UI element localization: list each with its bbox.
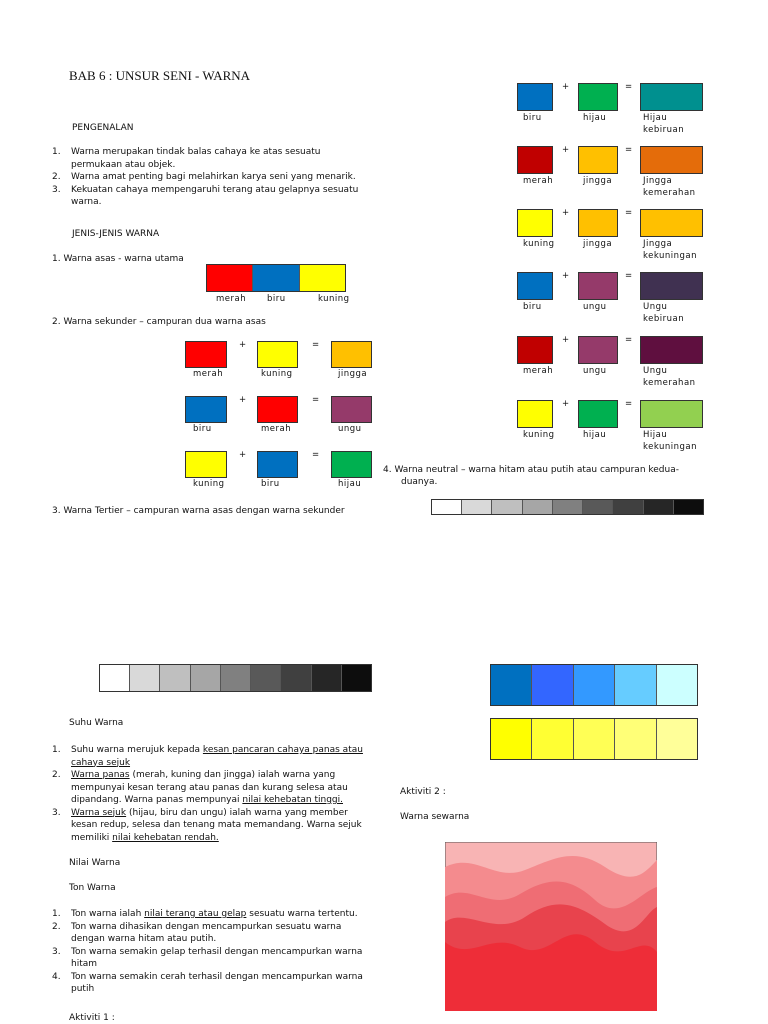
swatch-label: jingga (583, 176, 613, 186)
jenis-item-4: 4. Warna neutral – warna hitam atau putih atau campuran kedua- (383, 465, 679, 475)
color-swatch (517, 209, 553, 237)
swatch-label: merah (216, 294, 247, 304)
equals-sign: = (312, 450, 320, 460)
color-swatch-kuning (300, 265, 345, 291)
scale-cell (221, 665, 251, 691)
monochrome-wave-artwork (445, 842, 657, 1011)
swatch-label: biru (261, 479, 280, 489)
section-heading-pengenalan: PENGENALAN (72, 123, 134, 133)
swatch-label: Jingga kemerahan (643, 176, 696, 198)
color-swatch (257, 451, 298, 478)
scale-cell (312, 665, 342, 691)
color-swatch (185, 451, 227, 478)
plus-sign: + (239, 340, 247, 350)
color-swatch (517, 336, 553, 364)
scale-cell (615, 719, 656, 759)
plus-sign: + (562, 399, 570, 409)
plus-sign: + (562, 145, 570, 155)
color-swatch (640, 146, 703, 174)
swatch-label: kuning (261, 369, 293, 379)
color-swatch (331, 341, 372, 368)
scale-cell (251, 665, 281, 691)
swatch-label: merah (523, 366, 554, 376)
list-number: 3. (52, 184, 61, 195)
equals-sign: = (625, 399, 633, 409)
neutral-gray-scale (431, 499, 704, 515)
pengenalan-list (52, 146, 372, 209)
color-swatch (185, 341, 227, 368)
swatch-label: biru (267, 294, 286, 304)
list-text: Warna merupakan tindak balas cahaya ke atas sesuatu permukaan atau objek. (71, 147, 321, 170)
swatch-label: hijau (583, 113, 607, 123)
swatch-label: merah (193, 369, 224, 379)
equals-sign: = (625, 335, 633, 345)
scale-cell (100, 665, 130, 691)
swatch-label: ungu (583, 302, 607, 312)
plus-sign: + (562, 271, 570, 281)
color-swatch-merah (207, 265, 253, 291)
swatch-label: jingga (583, 239, 613, 249)
list-text: Kekuatan cahaya mempengaruhi terang atau gelapnya sesuatu warna. (71, 184, 359, 207)
color-swatch (640, 272, 703, 300)
swatch-label: Ungu kemerahan (643, 366, 696, 388)
section-heading-jenis: JENIS-JENIS WARNA (72, 229, 160, 239)
list-text: Warna amat penting bagi melahirkan karya seni yang menarik. (71, 172, 356, 182)
swatch-label: Jingga kekuningan (643, 239, 698, 261)
equals-sign: = (625, 208, 633, 218)
jenis-item-2: 2. Warna sekunder – campuran dua warna asas (52, 317, 266, 327)
aktiviti-2-label: Aktiviti 2 : (400, 787, 446, 797)
swatch-label: hijau (338, 479, 362, 489)
color-swatch (578, 400, 618, 428)
scale-cell (191, 665, 221, 691)
color-swatch (517, 272, 553, 300)
color-swatch (517, 400, 553, 428)
list-number: 2. (52, 172, 61, 182)
scale-cell (130, 665, 160, 691)
plus-sign: + (239, 395, 247, 405)
ton-list: 1. Ton warna ialah nilai terang atau gelap sesuatu warna tertentu. 2. Ton warna dihasikan dengan mencampurkan sesuatu warna dengan warna hitam atau putih. 3. Ton warna semakin gelap terhasil dengan mencampurkan warna hitam 4. Ton warna semakin cerah terhasil dengan mencampurkan warna putih (52, 909, 363, 994)
jenis-item-3: 3. Warna Tertier – campuran warna asas dengan warna sekunder (52, 506, 345, 516)
swatch-label: Ungu kebiruan (643, 302, 685, 324)
equals-sign: = (312, 395, 320, 405)
scale-cell (491, 665, 532, 705)
plus-sign: + (562, 208, 570, 218)
color-swatch (331, 451, 372, 478)
scale-cell (613, 500, 643, 514)
section-heading-nilai: Nilai Warna (69, 858, 121, 868)
scale-cell (674, 500, 703, 514)
scale-cell (523, 500, 553, 514)
warna-sewarna-label: Warna sewarna (400, 812, 470, 822)
primary-colors-bar (206, 264, 346, 292)
section-heading-suhu: Suhu Warna (69, 718, 124, 728)
color-swatch (185, 396, 227, 423)
scale-cell (492, 500, 522, 514)
blue-tint-scale (490, 664, 698, 706)
swatch-label: jingga (338, 369, 368, 379)
swatch-label: merah (523, 176, 554, 186)
scale-cell (553, 500, 583, 514)
scale-cell (532, 665, 573, 705)
swatch-label: hijau (583, 430, 607, 440)
equals-sign: = (312, 340, 320, 350)
color-swatch (331, 396, 372, 423)
page-title: BAB 6 : UNSUR SENI - WARNA (69, 68, 251, 83)
swatch-label: kuning (318, 294, 350, 304)
list-item (52, 184, 372, 209)
plus-sign: + (562, 82, 570, 92)
scale-cell (574, 719, 615, 759)
list-item (52, 146, 372, 171)
swatch-label: biru (193, 424, 212, 434)
color-swatch (257, 341, 298, 368)
jenis-item-4-cont: duanya. (401, 477, 438, 487)
aktiviti-1-label: Aktiviti 1 : (69, 1013, 115, 1023)
scale-cell (657, 719, 697, 759)
color-swatch (578, 209, 618, 237)
suhu-list: 1. Suhu warna merujuk kepada kesan pancaran cahaya panas atau cahaya sejuk 2. Warna panas (merah, kuning dan jingga) ialah warna yang mempunyai kesan terang atau panas dan kurang selesa atau dipandang. Warna panas mempunyai nilai kehebatan tinggi. 3. Warna sejuk (hijau, biru dan ungu) ialah warna yang member kesan redup, selesa dan tenang mata memandang. Warna sejuk memiliki nilai kehebatan rendah. (52, 745, 363, 843)
color-swatch (578, 272, 618, 300)
scale-cell (160, 665, 190, 691)
swatch-label: kuning (193, 479, 225, 489)
swatch-label: biru (523, 302, 542, 312)
color-swatch (517, 83, 553, 111)
swatch-label: Hijau kebiruan (643, 113, 685, 135)
swatch-label: ungu (583, 366, 607, 376)
scale-cell (532, 719, 573, 759)
section-heading-ton: Ton Warna (69, 883, 116, 893)
plus-sign: + (562, 335, 570, 345)
plus-sign: + (239, 450, 247, 460)
color-swatch (578, 336, 618, 364)
list-number: 1. (52, 147, 61, 157)
color-swatch (517, 146, 553, 174)
equals-sign: = (625, 145, 633, 155)
gray-value-scale (99, 664, 372, 692)
scale-cell (615, 665, 656, 705)
scale-cell (342, 665, 371, 691)
color-swatch (257, 396, 298, 423)
scale-cell (574, 665, 615, 705)
equals-sign: = (625, 271, 633, 281)
list-item (52, 171, 372, 184)
scale-cell (583, 500, 613, 514)
color-swatch (640, 400, 703, 428)
color-swatch (640, 83, 703, 111)
color-swatch-biru (253, 265, 299, 291)
scale-cell (432, 500, 462, 514)
jenis-item-1: 1. Warna asas - warna utama (52, 254, 184, 264)
equals-sign: = (625, 82, 633, 92)
scale-cell (491, 719, 532, 759)
scale-cell (644, 500, 674, 514)
swatch-label: kuning (523, 430, 555, 440)
color-swatch (640, 209, 703, 237)
swatch-label: ungu (338, 424, 362, 434)
swatch-label: Hijau kekuningan (643, 430, 698, 452)
yellow-tint-scale (490, 718, 698, 760)
swatch-label: kuning (523, 239, 555, 249)
color-swatch (578, 146, 618, 174)
swatch-label: biru (523, 113, 542, 123)
swatch-label: merah (261, 424, 292, 434)
color-swatch (640, 336, 703, 364)
scale-cell (657, 665, 697, 705)
scale-cell (281, 665, 311, 691)
scale-cell (462, 500, 492, 514)
color-swatch (578, 83, 618, 111)
